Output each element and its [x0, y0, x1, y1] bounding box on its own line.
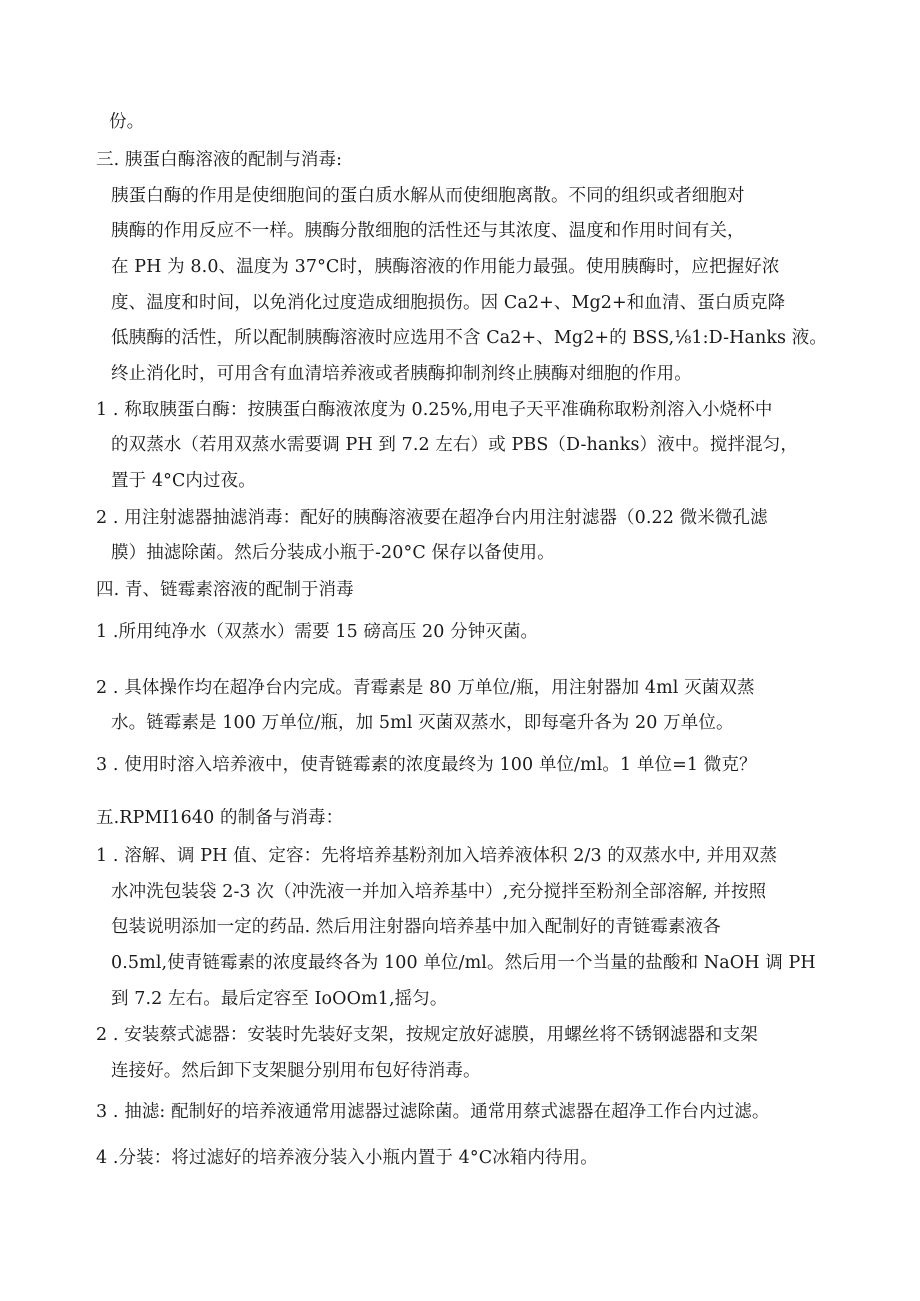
section-3-item-1-line: 的双蒸水（若用双蒸水需要调 PH 到 7.2 左右）或 PBS（D-hanks）液中。搅拌混匀， [111, 435, 798, 455]
section-3-paragraph-line: 胰蛋白酶的作用是使细胞间的蛋白质水解从而使细胞离散。不同的组织或者细胞对 [111, 186, 745, 206]
section-4-item-1: 1 .所用纯净水（双蒸水）需要 15 磅高压 20 分钟灭菌。 [96, 622, 539, 642]
section-5-item-1-line: 包装说明添加一定的药品. 然后用注射器向培养基中加入配制好的青链霉素液各 [111, 917, 721, 937]
intro-fragment: 份。 [109, 112, 145, 132]
section-3-paragraph-line: 度、温度和时间，以免消化过度造成细胞损伤。因 Ca2+、Mg2+和血清、蛋白质克降 [111, 293, 786, 313]
section-4-item-3: 3 . 使用时溶入培养液中，使青链霉素的浓度最终为 100 单位/ml。1 单位=1 微克？ [96, 755, 757, 775]
section-5-item-1-line: 0.5ml,使青链霉素的浓度最终各为 100 单位/ml。然后用一个当量的盐酸和 NaOH 调 PH [111, 953, 816, 973]
section-4-item-2-line: 水。链霉素是 100 万单位/瓶，加 5ml 灭菌双蒸水，即每毫升各为 20 万单位。 [111, 713, 734, 733]
section-3-item-2-line: 2 . 用注射滤器抽滤消毒：配好的胰酶溶液要在超净台内用注射滤器（0.22 微米微孔滤 [96, 508, 768, 528]
section-3-paragraph-line: 胰酶的作用反应不一样。胰酶分散细胞的活性还与其浓度、温度和作用时间有关， [111, 221, 745, 241]
section-5-item-3: 3 . 抽滤: 配制好的培养液通常用滤器过滤除菌。通常用蔡式滤器在超净工作台内过滤。 [96, 1102, 770, 1122]
section-5-item-2-line: 2 . 安装蔡式滤器：安装时先装好支架，按规定放好滤膜，用螺丝将不锈钢滤器和支架 [96, 1025, 758, 1045]
section-5-item-1-line: 水冲洗包装袋 2-3 次（冲洗液一并加入培养基中）,充分搅拌至粉剂全部溶解, 并按照 [111, 882, 767, 902]
section-4-heading: 四. 青、链霉素溶液的配制于消毒 [96, 580, 354, 600]
section-3-paragraph-line: 在 PH 为 8.0、温度为 37°C时，胰酶溶液的作用能力最强。使用胰酶时，应把握好浓 [111, 257, 780, 277]
section-4-item-2-line: 2 . 具体操作均在超净台内完成。青霉素是 80 万单位/瓶，用注射器加 4ml 灭菌双蒸 [96, 678, 755, 698]
section-3-heading: 三. 胰蛋白酶溶液的配制与消毒: [96, 150, 343, 170]
section-3-item-1-line: 1 . 称取胰蛋白酶：按胰蛋白酶液浓度为 0.25%,用电子天平准确称取粉剂溶入小烧杯中 [96, 400, 773, 420]
section-5-item-1-line: 到 7.2 左右。最后定容至 IoOOm1,摇匀。 [111, 989, 448, 1009]
section-3-paragraph-line: 终止消化时，可用含有血清培养液或者胰酶抑制剂终止胰酶对细胞的作用。 [111, 364, 692, 384]
section-5-item-4: 4 .分装：将过滤好的培养液分装入小瓶内置于 4°C冰箱内待用。 [96, 1148, 598, 1168]
section-5-item-1-line: 1 . 溶解、调 PH 值、定容：先将培养基粉剂加入培养液体积 2/3 的双蒸水中, 并用双蒸 [96, 846, 778, 866]
section-5-item-2-line: 连接好。然后卸下支架腿分别用布包好待消毒。 [111, 1061, 481, 1081]
section-3-item-1-line: 置于 4°C内过夜。 [111, 471, 256, 491]
section-3-item-2-line: 膜）抽滤除菌。然后分装成小瓶于-20°C 保存以备使用。 [111, 543, 555, 563]
section-3-paragraph-line: 低胰酶的活性，所以配制胰酶溶液时应选用不含 Ca2+、Mg2+的 BSS,⅛1:D-Hanks 液。 [111, 328, 828, 348]
section-5-heading: 五.RPMI1640 的制备与消毒： [96, 808, 344, 828]
